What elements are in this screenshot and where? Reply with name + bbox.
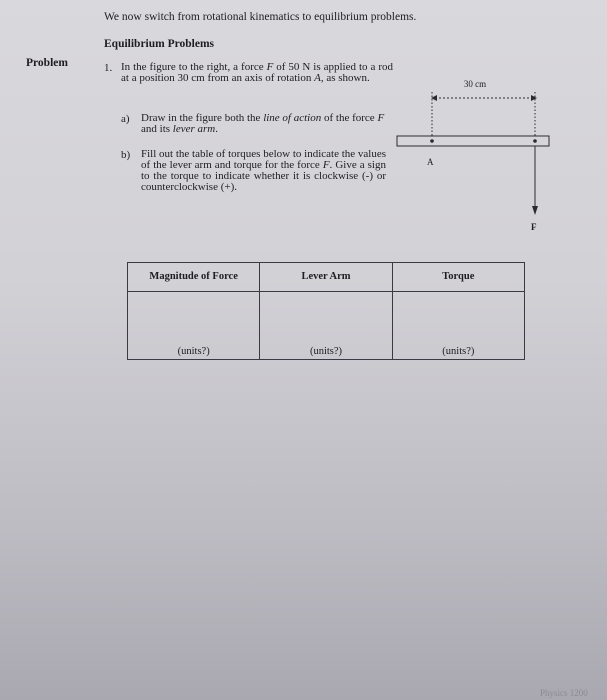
part-a-label: a) [121,113,130,125]
header-magnitude-of-force: Magnitude of Force [128,263,260,292]
header-lever-arm: Lever Arm [260,263,392,292]
problem-label: Problem [26,57,68,69]
rod [397,136,549,146]
force-label: F [531,222,537,232]
part-b-text: Fill out the table of torques below to indicate the values of the lever arm and torque for the force F. Give a sign to the torque to indicate whether it is clockwise (-) or counterclockwise (+). [141,148,386,193]
footer-course-label: Physics 1200 [540,688,588,698]
header-torque: Torque [392,263,524,292]
intro-text: We now switch from rotational kinematics to equilibrium problems. [104,11,417,23]
question-text: In the figure to the right, a force F of 50 N is applied to a rod at a position 30 cm from an axis of rotation A, as shown. [121,61,393,84]
force-magnitude-cell[interactable]: (units?) [128,291,260,359]
section-heading: Equilibrium Problems [104,38,215,50]
force-arrow-icon [532,206,538,215]
torque-table [127,262,525,360]
axis-point [430,139,434,143]
force-application-point [533,139,537,143]
lever-arm-cell[interactable]: (units?) [260,291,392,359]
question-number: 1. [104,62,113,74]
rod-figure [395,70,555,240]
axis-label: A [427,157,434,167]
distance-label: 30 cm [463,79,487,89]
table-header-row [128,263,525,292]
dimension-arrow-right-icon [531,95,537,101]
table-row [128,291,525,359]
torque-cell[interactable]: (units?) [392,291,524,359]
part-a-text: Draw in the figure both the line of action of the force F and its lever arm. [141,112,385,135]
part-b-label: b) [121,149,131,161]
